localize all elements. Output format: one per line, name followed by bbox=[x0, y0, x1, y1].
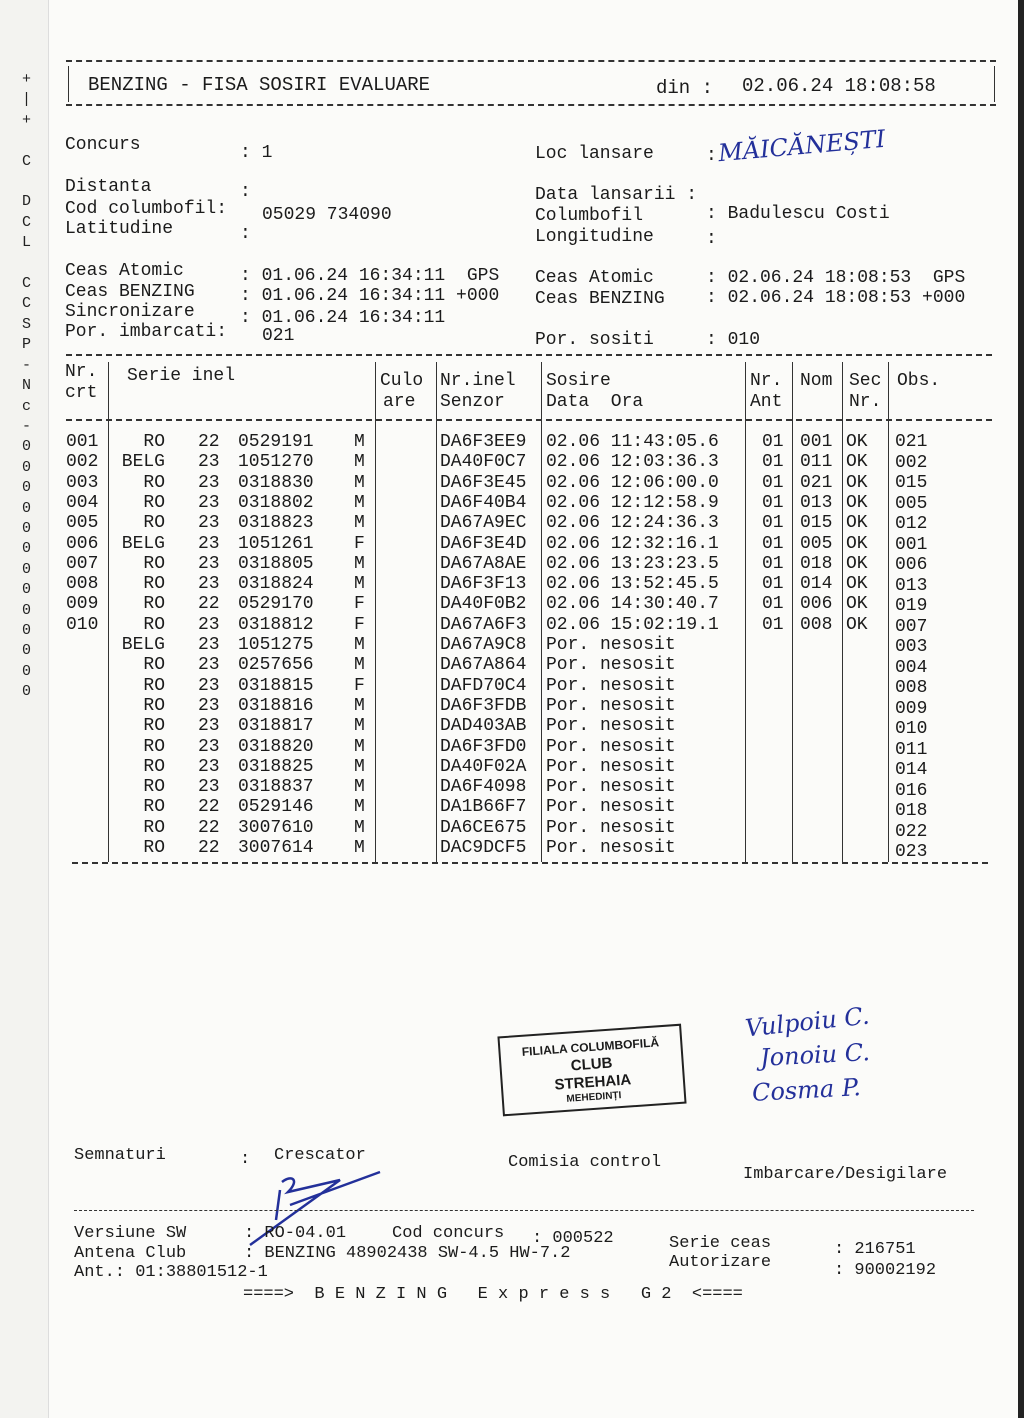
semnaturi-label: Semnaturi bbox=[74, 1146, 166, 1165]
cell-obs: 002 bbox=[895, 452, 928, 473]
cell-sec: OK bbox=[846, 574, 868, 595]
cell-nr-crt: 003 bbox=[66, 472, 99, 493]
cell-year: 23 bbox=[198, 716, 220, 737]
concurs-label: Concurs bbox=[65, 135, 141, 155]
cell-year: 22 bbox=[198, 594, 220, 615]
concurs-value: : 1 bbox=[240, 143, 273, 163]
column-divider bbox=[436, 362, 437, 862]
cell-ring-number: 0529170 bbox=[238, 594, 314, 615]
cell-sex: F bbox=[354, 675, 365, 696]
cell-obs: 014 bbox=[895, 760, 928, 780]
cell-sensor: DA6F3EE9 bbox=[440, 432, 527, 452]
document-date: 02.06.24 18:08:58 bbox=[742, 75, 936, 97]
footer-top-rule bbox=[74, 1210, 974, 1211]
cell-arrival: Por. nesosit bbox=[546, 797, 676, 818]
cell-year: 22 bbox=[198, 817, 220, 838]
cell-country: RO bbox=[143, 736, 165, 757]
cell-country: RO bbox=[143, 614, 165, 635]
adjacent-page-margin-text: + | + C D C L C C S P - N c - 0 0 0 0 0 0 0 0 0 0 0 0 0 bbox=[22, 71, 32, 701]
cell-obs: 021 bbox=[895, 432, 928, 452]
cell-arrival: 02.06 12:06:00.0 bbox=[546, 472, 719, 493]
cell-arrival: Por. nesosit bbox=[546, 655, 676, 676]
cod-label: Cod columbofil: bbox=[65, 199, 228, 219]
cell-arrival: Por. nesosit bbox=[546, 675, 676, 696]
cell-country: BELG bbox=[121, 533, 165, 554]
cell-sensor: DA6F3E45 bbox=[440, 472, 527, 493]
cell-sensor: DA67A9EC bbox=[440, 513, 527, 534]
cell-year: 23 bbox=[198, 513, 220, 534]
cell-sex: F bbox=[354, 594, 365, 615]
ceas-atomic-label: Ceas Atomic bbox=[65, 261, 184, 281]
header-culoare-2: are bbox=[383, 392, 416, 412]
cell-country: RO bbox=[143, 777, 165, 798]
cell-obs: 008 bbox=[895, 678, 928, 698]
cell-arrival: 02.06 11:43:05.6 bbox=[546, 432, 719, 452]
header-sec: Sec bbox=[849, 371, 882, 391]
cell-country: RO bbox=[143, 817, 165, 838]
column-divider bbox=[108, 362, 109, 862]
header-serie-inel: Serie inel bbox=[127, 366, 236, 386]
cell-nr-crt: 007 bbox=[66, 553, 99, 574]
cell-arrival: 02.06 13:23:23.5 bbox=[546, 553, 719, 574]
cell-sensor: DA67A864 bbox=[440, 655, 527, 676]
cell-nom: 005 bbox=[800, 533, 833, 554]
cell-ring-number: 0318802 bbox=[238, 492, 314, 513]
cell-ring-number: 0318825 bbox=[238, 756, 314, 777]
cell-obs: 018 bbox=[895, 801, 928, 821]
imbarcati-value: 021 bbox=[262, 326, 295, 346]
column-divider bbox=[792, 362, 793, 862]
cell-arrival: 02.06 12:24:36.3 bbox=[546, 513, 719, 534]
committee-signature: Vulpoiu C. bbox=[743, 1001, 871, 1043]
comisia-label: Comisia control bbox=[508, 1153, 662, 1172]
cell-obs: 001 bbox=[895, 534, 928, 555]
ceas-atomic-2-value: : 02.06.24 18:08:53 GPS bbox=[706, 268, 966, 288]
header-sosire: Sosire bbox=[546, 371, 611, 391]
cell-ring-number: 0318824 bbox=[238, 574, 314, 595]
cell-sex: M bbox=[354, 472, 365, 493]
cell-nom: 006 bbox=[800, 594, 833, 615]
cell-year: 23 bbox=[198, 492, 220, 513]
cell-sex: F bbox=[354, 533, 365, 554]
cell-country: RO bbox=[143, 838, 165, 858]
cell-sex: M bbox=[354, 452, 365, 473]
cell-year: 23 bbox=[198, 614, 220, 635]
cell-sensor: DA6F3FDB bbox=[440, 695, 527, 716]
cell-ring-number: 0318805 bbox=[238, 553, 314, 574]
cell-sensor: DA40F02A bbox=[440, 756, 527, 777]
data-lansarii-label: Data lansarii : bbox=[535, 185, 698, 205]
cell-sex: M bbox=[354, 635, 365, 655]
cell-year: 22 bbox=[198, 432, 220, 452]
cell-arrival: Por. nesosit bbox=[546, 716, 676, 737]
loc-sep: : bbox=[706, 146, 717, 166]
latitudine-sep: : bbox=[240, 224, 251, 244]
cell-obs: 011 bbox=[895, 739, 928, 760]
cell-ring-number: 3007610 bbox=[238, 817, 314, 838]
cell-obs: 023 bbox=[895, 842, 928, 862]
cell-country: RO bbox=[143, 594, 165, 615]
cell-sensor: DA67A9C8 bbox=[440, 635, 527, 655]
cell-sex: M bbox=[354, 432, 365, 452]
cell-sec: OK bbox=[846, 432, 868, 452]
cell-year: 23 bbox=[198, 675, 220, 696]
cell-country: RO bbox=[143, 432, 165, 452]
cell-obs: 004 bbox=[895, 657, 928, 678]
cell-sensor: DA6F3F13 bbox=[440, 574, 527, 595]
table-top-rule bbox=[66, 354, 992, 356]
cell-sex: M bbox=[354, 797, 365, 818]
cell-year: 23 bbox=[198, 655, 220, 676]
cell-country: BELG bbox=[121, 452, 165, 473]
header-nr-ant: Nr. bbox=[750, 371, 783, 391]
stamp-line: STREHAIA bbox=[554, 1071, 632, 1094]
header-bottom-rule bbox=[66, 104, 996, 106]
cell-arrival: Por. nesosit bbox=[546, 736, 676, 757]
cell-obs: 003 bbox=[895, 637, 928, 657]
cod-concurs-label: Cod concurs bbox=[392, 1224, 505, 1243]
antena-value: : BENZING 48902438 SW-4.5 HW-7.2 bbox=[244, 1244, 571, 1263]
cell-arrival: Por. nesosit bbox=[546, 777, 676, 798]
cell-year: 22 bbox=[198, 838, 220, 858]
header-left-bar bbox=[68, 66, 69, 102]
cell-sensor: DAFD70C4 bbox=[440, 675, 527, 696]
ceas-atomic-value: : 01.06.24 16:34:11 GPS bbox=[240, 266, 500, 286]
cell-ring-number: 0318815 bbox=[238, 675, 314, 696]
autorizare-value: : 90002192 bbox=[834, 1261, 937, 1280]
cell-sensor: DA6F3E4D bbox=[440, 533, 527, 554]
cell-year: 23 bbox=[198, 553, 220, 574]
cell-ring-number: 0318830 bbox=[238, 472, 314, 493]
cell-year: 23 bbox=[198, 777, 220, 798]
sincronizare-value: : 01.06.24 16:34:11 bbox=[240, 308, 446, 328]
cell-ant: 01 bbox=[762, 533, 784, 554]
cell-sec: OK bbox=[846, 472, 868, 493]
header-crt: crt bbox=[65, 383, 98, 403]
longitudine-sep: : bbox=[706, 229, 717, 249]
autorizare-label: Autorizare bbox=[669, 1253, 772, 1272]
cell-arrival: 02.06 12:03:36.3 bbox=[546, 452, 719, 473]
cell-sensor: DA6CE675 bbox=[440, 817, 527, 838]
ceas-benzing-2-value: : 02.06.24 18:08:53 +000 bbox=[706, 288, 966, 308]
cell-ant: 01 bbox=[762, 513, 784, 534]
cell-obs: 010 bbox=[895, 719, 928, 739]
distanta-sep: : bbox=[240, 182, 251, 202]
cell-ant: 01 bbox=[762, 614, 784, 635]
header-top-rule bbox=[66, 60, 996, 62]
header-sec-nr: Nr. bbox=[849, 392, 882, 412]
cod-value: 05029 734090 bbox=[262, 205, 392, 225]
cell-nom: 001 bbox=[800, 432, 833, 452]
cell-year: 23 bbox=[198, 472, 220, 493]
cell-sex: M bbox=[354, 756, 365, 777]
cell-sec: OK bbox=[846, 614, 868, 635]
columbofil-label: Columbofil bbox=[535, 206, 644, 226]
header-bottom-rule bbox=[66, 419, 992, 421]
cell-nom: 015 bbox=[800, 513, 833, 534]
cell-ant: 01 bbox=[762, 492, 784, 513]
column-divider bbox=[375, 362, 376, 862]
cell-obs: 012 bbox=[895, 514, 928, 534]
ceas-atomic-2-label: Ceas Atomic bbox=[535, 268, 654, 288]
columbofil-value: : Badulescu Costi bbox=[706, 204, 890, 224]
serie-ceas-value: : 216751 bbox=[834, 1240, 916, 1259]
cell-sensor: DA67A8AE bbox=[440, 553, 527, 574]
cell-ant: 01 bbox=[762, 594, 784, 615]
cell-sensor: DA67A6F3 bbox=[440, 614, 527, 635]
header-ant: Ant bbox=[750, 392, 783, 412]
cell-nr-crt: 008 bbox=[66, 574, 99, 595]
cell-sex: M bbox=[354, 695, 365, 716]
cell-nr-crt: 009 bbox=[66, 594, 99, 615]
cell-sensor: DAD403AB bbox=[440, 716, 527, 737]
cell-arrival: 02.06 12:12:58.9 bbox=[546, 492, 719, 513]
cell-nr-crt: 010 bbox=[66, 614, 99, 635]
cell-year: 23 bbox=[198, 736, 220, 757]
scan-edge bbox=[1018, 0, 1024, 1418]
imbarcati-label: Por. imbarcati: bbox=[65, 322, 228, 342]
serie-ceas-label: Serie ceas bbox=[669, 1234, 772, 1253]
header-culoare: Culo bbox=[380, 371, 424, 391]
cell-sex: M bbox=[354, 492, 365, 513]
cell-obs: 013 bbox=[895, 575, 928, 596]
cell-ant: 01 bbox=[762, 472, 784, 493]
cell-year: 23 bbox=[198, 452, 220, 473]
header-data-ora: Data Ora bbox=[546, 392, 644, 412]
cell-obs: 005 bbox=[895, 493, 928, 514]
cell-nr-crt: 001 bbox=[66, 432, 99, 452]
versiune-value: : RO-04.01 bbox=[244, 1224, 347, 1243]
antena-label: Antena Club bbox=[74, 1244, 187, 1263]
sositi-label: Por. sositi bbox=[535, 330, 654, 350]
cell-sex: F bbox=[354, 614, 365, 635]
header-senzor: Senzor bbox=[440, 392, 505, 412]
cell-year: 23 bbox=[198, 533, 220, 554]
column-divider bbox=[888, 362, 889, 862]
cell-obs: 009 bbox=[895, 698, 928, 719]
cell-nr-crt: 004 bbox=[66, 492, 99, 513]
cell-ring-number: 1051270 bbox=[238, 452, 314, 473]
sositi-value: : 010 bbox=[706, 330, 761, 350]
cell-sec: OK bbox=[846, 452, 868, 473]
versiune-label: Versiune SW bbox=[74, 1224, 187, 1243]
cell-sec: OK bbox=[846, 594, 868, 615]
cell-obs: 016 bbox=[895, 780, 928, 801]
cell-arrival: Por. nesosit bbox=[546, 756, 676, 777]
cell-year: 23 bbox=[198, 695, 220, 716]
cell-nom: 008 bbox=[800, 614, 833, 635]
cell-country: RO bbox=[143, 472, 165, 493]
ceas-benzing-label: Ceas BENZING bbox=[65, 282, 195, 302]
cell-sensor: DA6F4098 bbox=[440, 777, 527, 798]
cell-sex: M bbox=[354, 817, 365, 838]
cell-sex: M bbox=[354, 838, 365, 858]
header-obs: Obs. bbox=[897, 371, 941, 391]
cell-year: 23 bbox=[198, 635, 220, 655]
cell-country: RO bbox=[143, 695, 165, 716]
cell-ring-number: 0318812 bbox=[238, 614, 314, 635]
cell-obs: 022 bbox=[895, 821, 928, 842]
cell-arrival: 02.06 15:02:19.1 bbox=[546, 614, 719, 635]
header-right-bar bbox=[994, 66, 995, 102]
stamp-line: FILIALA COLUMBOFILĂ bbox=[521, 1035, 660, 1059]
cell-nom: 011 bbox=[800, 452, 833, 473]
cell-sex: M bbox=[354, 513, 365, 534]
cell-obs: 015 bbox=[895, 473, 928, 493]
cell-sec: OK bbox=[846, 513, 868, 534]
crescator-label: Crescator bbox=[274, 1146, 366, 1165]
cod-concurs-value: : 000522 bbox=[532, 1229, 614, 1248]
committee-signature: Cosma P. bbox=[751, 1073, 862, 1107]
document-title: BENZING - FISA SOSIRI EVALUARE bbox=[88, 74, 431, 96]
cell-country: RO bbox=[143, 492, 165, 513]
cell-nr-crt: 005 bbox=[66, 513, 99, 534]
cell-sensor: DA40F0B2 bbox=[440, 594, 527, 615]
latitudine-label: Latitudine bbox=[65, 219, 174, 239]
cell-ant: 01 bbox=[762, 553, 784, 574]
header-nr-inel: Nr.inel bbox=[440, 371, 516, 391]
cell-country: RO bbox=[143, 655, 165, 676]
cell-obs: 007 bbox=[895, 616, 928, 637]
column-divider bbox=[541, 362, 542, 862]
cell-ant: 01 bbox=[762, 452, 784, 473]
date-label: din : bbox=[656, 77, 714, 99]
cell-year: 23 bbox=[198, 756, 220, 777]
cell-sec: OK bbox=[846, 553, 868, 574]
cell-sec: OK bbox=[846, 533, 868, 554]
cell-ring-number: 0318816 bbox=[238, 695, 314, 716]
committee-signature: Jonoiu C. bbox=[759, 1038, 871, 1072]
cell-ring-number: 1051261 bbox=[238, 533, 314, 554]
cell-ring-number: 0257656 bbox=[238, 655, 314, 676]
cell-country: RO bbox=[143, 513, 165, 534]
header-nom: Nom bbox=[800, 371, 833, 391]
cell-arrival: Por. nesosit bbox=[546, 817, 676, 838]
cell-sex: M bbox=[354, 716, 365, 737]
cell-sensor: DA6F3FD0 bbox=[440, 736, 527, 757]
cell-sex: M bbox=[354, 574, 365, 595]
cell-arrival: Por. nesosit bbox=[546, 838, 676, 858]
cell-sensor: DA40F0C7 bbox=[440, 452, 527, 473]
cell-sex: M bbox=[354, 655, 365, 676]
cell-sex: M bbox=[354, 553, 365, 574]
cell-obs: 019 bbox=[895, 596, 928, 616]
cell-sensor: DAC9DCF5 bbox=[440, 838, 527, 858]
cell-sec: OK bbox=[846, 492, 868, 513]
cell-arrival: 02.06 12:32:16.1 bbox=[546, 533, 719, 554]
cell-arrival: Por. nesosit bbox=[546, 635, 676, 655]
cell-ring-number: 3007614 bbox=[238, 838, 314, 858]
stamp-line: MEHEDINȚI bbox=[566, 1090, 622, 1105]
ceas-benzing-2-label: Ceas BENZING bbox=[535, 289, 665, 309]
cell-arrival: Por. nesosit bbox=[546, 695, 676, 716]
antenna-id: Ant.: 01:38801512-1 bbox=[74, 1263, 268, 1282]
cell-ring-number: 0318817 bbox=[238, 716, 314, 737]
club-stamp bbox=[497, 1024, 686, 1117]
cell-nom: 014 bbox=[800, 574, 833, 595]
cell-ring-number: 0318823 bbox=[238, 513, 314, 534]
loc-handwritten: MĂICĂNEȘTI bbox=[717, 124, 887, 168]
cell-sex: M bbox=[354, 736, 365, 757]
cell-obs: 006 bbox=[895, 555, 928, 575]
cell-ring-number: 0318820 bbox=[238, 736, 314, 757]
cell-country: RO bbox=[143, 574, 165, 595]
cell-country: RO bbox=[143, 553, 165, 574]
cell-country: RO bbox=[143, 675, 165, 696]
imbarcare-label: Imbarcare/Desigilare bbox=[743, 1165, 948, 1184]
cell-nom: 018 bbox=[800, 553, 833, 574]
cell-ring-number: 0529146 bbox=[238, 797, 314, 818]
cell-country: RO bbox=[143, 797, 165, 818]
cell-nr-crt: 006 bbox=[66, 533, 99, 554]
header-nr: Nr. bbox=[65, 362, 98, 382]
cell-ring-number: 0529191 bbox=[238, 432, 314, 452]
cell-sex: M bbox=[354, 777, 365, 798]
benzing-banner: ====> B E N Z I N G E x p r e s s G 2 <==== bbox=[243, 1285, 743, 1304]
stamp-line: CLUB bbox=[570, 1054, 613, 1075]
column-divider bbox=[745, 362, 746, 862]
cell-year: 22 bbox=[198, 797, 220, 818]
distanta-label: Distanta bbox=[65, 177, 152, 197]
loc-label: Loc lansare bbox=[535, 144, 654, 164]
column-divider bbox=[842, 362, 843, 862]
cell-sensor: DA1B66F7 bbox=[440, 797, 527, 818]
table-bottom-rule bbox=[72, 862, 988, 864]
cell-nom: 021 bbox=[800, 472, 833, 493]
ceas-benzing-value: : 01.06.24 16:34:11 +000 bbox=[240, 286, 500, 306]
cell-ant: 01 bbox=[762, 432, 784, 452]
semnaturi-sep: : bbox=[240, 1150, 251, 1169]
cell-country: RO bbox=[143, 756, 165, 777]
longitudine-label: Longitudine bbox=[535, 227, 654, 247]
cell-country: BELG bbox=[121, 635, 165, 655]
cell-nr-crt: 002 bbox=[66, 452, 99, 473]
cell-arrival: 02.06 13:52:45.5 bbox=[546, 574, 719, 595]
cell-ring-number: 0318837 bbox=[238, 777, 314, 798]
cell-country: RO bbox=[143, 716, 165, 737]
cell-year: 23 bbox=[198, 574, 220, 595]
cell-ring-number: 1051275 bbox=[238, 635, 314, 655]
cell-ant: 01 bbox=[762, 574, 784, 595]
cell-arrival: 02.06 14:30:40.7 bbox=[546, 594, 719, 615]
cell-nom: 013 bbox=[800, 492, 833, 513]
cell-sensor: DA6F40B4 bbox=[440, 492, 527, 513]
sincronizare-label: Sincronizare bbox=[65, 302, 195, 322]
